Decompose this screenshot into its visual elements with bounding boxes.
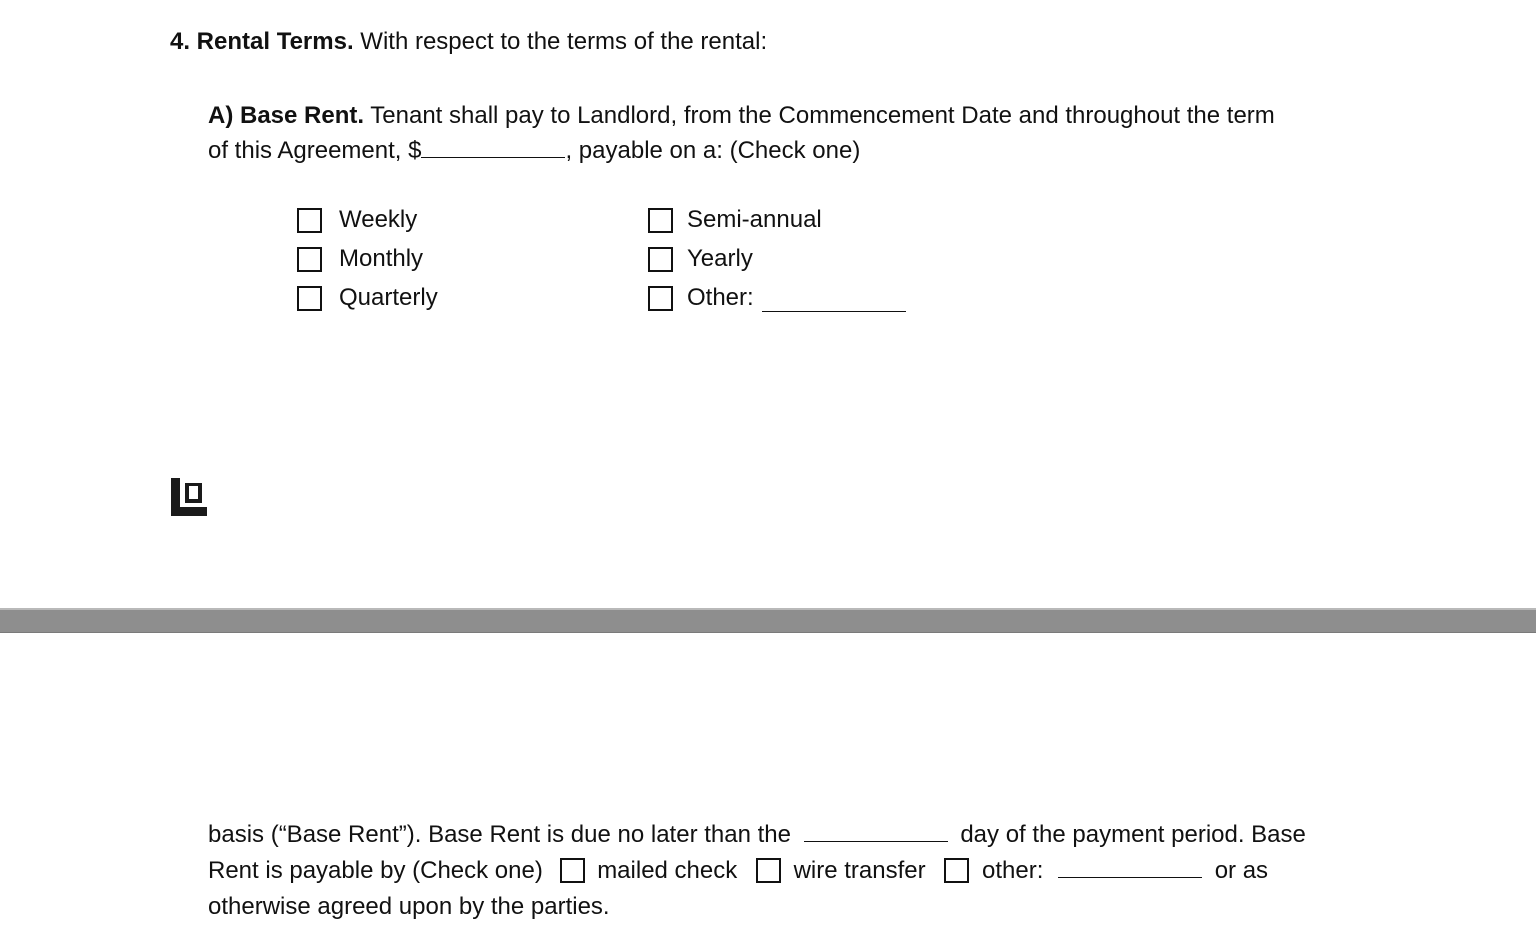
- monthly-checkbox[interactable]: [297, 247, 322, 272]
- continuation-text-3: otherwise agreed upon by the parties.: [208, 893, 610, 920]
- continuation-line-2: [208, 855, 1268, 886]
- rent-amount-field[interactable]: [421, 135, 565, 158]
- option-other: [648, 283, 908, 313]
- section-4-heading-line: [170, 27, 767, 57]
- continuation-line-1: [208, 819, 1306, 850]
- base-rent-title: A) Base Rent.: [208, 102, 365, 129]
- base-rent-text-2a: of this Agreement, $: [208, 137, 422, 164]
- option-yearly: [648, 244, 753, 274]
- weekly-label: Weekly: [339, 206, 418, 233]
- payment-other-field[interactable]: [1058, 855, 1202, 878]
- continuation-text-1a: basis (“Base Rent”). Base Rent is due no later than the: [208, 821, 791, 848]
- yearly-checkbox[interactable]: [648, 247, 673, 272]
- bookmark-icon: [171, 478, 207, 516]
- weekly-checkbox[interactable]: [297, 208, 322, 233]
- mailed-check-label: mailed check: [597, 857, 738, 884]
- option-monthly: [297, 244, 423, 274]
- continuation-text-2b: or as: [1214, 857, 1269, 884]
- quarterly-label: Quarterly: [339, 284, 438, 311]
- continuation-text-1b: day of the payment period. Base: [960, 821, 1306, 848]
- option-weekly: [297, 205, 417, 235]
- other-label: Other:: [687, 284, 754, 311]
- wire-transfer-checkbox[interactable]: [756, 858, 781, 883]
- semi-annual-label: Semi-annual: [687, 206, 822, 233]
- mailed-check-checkbox[interactable]: [560, 858, 585, 883]
- semi-annual-checkbox[interactable]: [648, 208, 673, 233]
- continuation-text-2a: Rent is payable by (Check one): [208, 857, 543, 884]
- yearly-label: Yearly: [687, 245, 753, 272]
- option-quarterly: [297, 283, 438, 313]
- base-rent-text-2b: , payable on a: (Check one): [565, 137, 861, 164]
- payment-other-checkbox[interactable]: [944, 858, 969, 883]
- quarterly-checkbox[interactable]: [297, 286, 322, 311]
- section-4-title: 4. Rental Terms.: [170, 28, 354, 55]
- due-day-field[interactable]: [804, 819, 948, 842]
- document-page-lower: [0, 633, 1536, 950]
- page-separator: [0, 608, 1536, 633]
- base-rent-line-2: [208, 135, 860, 166]
- other-checkbox[interactable]: [648, 286, 673, 311]
- monthly-label: Monthly: [339, 245, 424, 272]
- base-rent-line-1: [208, 101, 1275, 131]
- section-4-intro: With respect to the terms of the rental:: [360, 28, 768, 55]
- base-rent-text-1: Tenant shall pay to Landlord, from the Commencement Date and throughout the term: [370, 102, 1275, 129]
- continuation-line-3: [208, 892, 610, 922]
- wire-transfer-label: wire transfer: [793, 857, 926, 884]
- payment-other-label: other:: [981, 857, 1044, 884]
- option-semi-annual: [648, 205, 822, 235]
- other-frequency-field[interactable]: [762, 285, 906, 312]
